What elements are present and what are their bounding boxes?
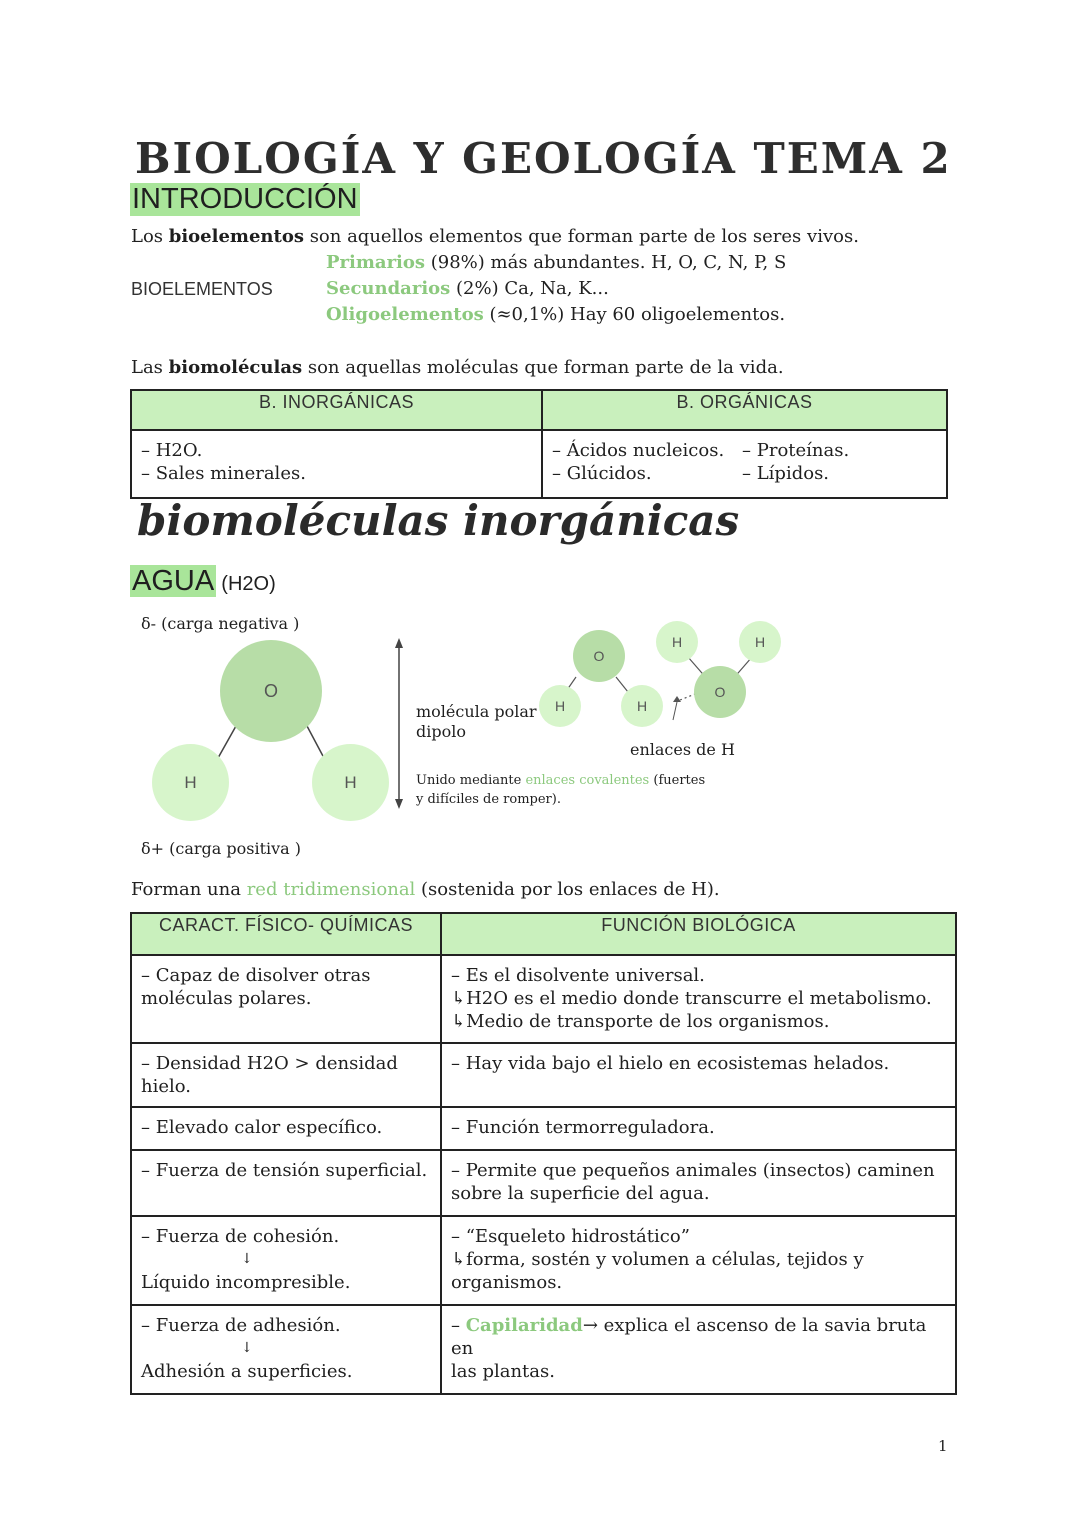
table-cell bbox=[441, 1043, 956, 1107]
text-fragment: (sostenida por los enlaces de H). bbox=[415, 879, 720, 900]
header-physicochemical: CARACT. FÍSICO- QUÍMICAS bbox=[131, 913, 441, 955]
list-item: – Lípidos. bbox=[742, 463, 830, 484]
table-cell bbox=[441, 1107, 956, 1150]
covalent-note bbox=[416, 771, 705, 809]
cell-line: – “Esqueleto hidrostático” bbox=[451, 1226, 690, 1247]
water-properties-table bbox=[130, 912, 957, 1395]
text-fragment: y difíciles de romper). bbox=[416, 792, 561, 807]
table-cell bbox=[131, 1150, 441, 1216]
hbond-pointer bbox=[673, 702, 677, 720]
inorganic-list bbox=[131, 430, 542, 498]
text-fragment: Forman una bbox=[131, 879, 247, 900]
network-sentence bbox=[131, 879, 720, 900]
red-tridimensional-term: red tridimensional bbox=[246, 879, 416, 900]
cell-line: – Densidad H2O > densidad hielo. bbox=[141, 1053, 398, 1097]
table-cell bbox=[131, 1107, 441, 1150]
list-item: – Glúcidos. bbox=[552, 463, 652, 484]
bond-line bbox=[218, 726, 236, 758]
cell-line: moléculas polares. bbox=[141, 988, 312, 1009]
bioelements-label: BIOELEMENTOS bbox=[131, 279, 273, 299]
cell-line: ↳Medio de transporte de los organismos. bbox=[451, 1011, 830, 1032]
list-item: – Sales minerales. bbox=[141, 463, 306, 484]
table-cell bbox=[441, 1150, 956, 1216]
text-fragment: son aquellos elementos que forman parte de los seres vivos. bbox=[303, 226, 859, 247]
table-row bbox=[131, 955, 956, 1043]
page-title: BIOLOGÍA Y GEOLOGÍA TEMA 2 bbox=[135, 134, 952, 183]
agua-heading bbox=[130, 565, 276, 598]
dipole-text: dipolo bbox=[416, 722, 466, 741]
header-biological-function: FUNCIÓN BIOLÓGICA bbox=[441, 913, 956, 955]
table-cell bbox=[131, 1043, 441, 1107]
biomoleculas-term: biomoléculas bbox=[168, 357, 303, 378]
oxygen-atom: O bbox=[220, 640, 322, 742]
hydrogen-atom: H bbox=[621, 685, 663, 727]
secundarios-term: Secundarios bbox=[326, 278, 451, 299]
arrow-up-icon bbox=[673, 696, 681, 702]
primarios-term: Primarios bbox=[326, 252, 426, 273]
bioelement-primarios bbox=[326, 252, 786, 273]
cell-line: sobre la superficie del agua. bbox=[451, 1183, 710, 1204]
arrow-down-icon: ↓ bbox=[241, 1251, 253, 1267]
text-fragment: → explica el ascenso de la savia bruta en bbox=[451, 1315, 927, 1359]
intro-heading: INTRODUCCIÓN bbox=[132, 183, 358, 215]
cell-line: – Es el disolvente universal. bbox=[451, 965, 705, 986]
table-row bbox=[131, 1043, 956, 1107]
agua-formula: (H2O) bbox=[221, 573, 276, 595]
agua-title: AGUA bbox=[132, 565, 215, 597]
cell-line: – Capaz de disolver otras bbox=[141, 965, 371, 986]
bioelements-definition bbox=[131, 226, 859, 247]
table-row bbox=[131, 1216, 956, 1305]
cell-line: – Fuerza de cohesión. bbox=[141, 1226, 340, 1247]
text-fragment: son aquellas moléculas que forman parte de la vida. bbox=[302, 357, 784, 378]
table-cell bbox=[131, 955, 441, 1043]
primarios-text: (98%) más abundantes. H, O, C, N, P, S bbox=[425, 252, 787, 273]
hydrogen-atom: H bbox=[312, 744, 389, 821]
negative-charge-label: δ- (carga negativa ) bbox=[141, 614, 300, 633]
capilaridad-term: Capilaridad bbox=[465, 1315, 583, 1336]
section-title-inorganic: biomoléculas inorgánicas bbox=[137, 496, 740, 545]
text-fragment: Los bbox=[131, 226, 169, 247]
list-item: – Proteínas. bbox=[742, 440, 850, 461]
oligo-text: (≈0,1%) Hay 60 oligoelementos. bbox=[483, 304, 786, 325]
cell-line: Líquido incompresible. bbox=[141, 1272, 351, 1293]
hydrogen-atom: H bbox=[539, 685, 581, 727]
arrow-down-icon bbox=[395, 799, 403, 809]
biomolecules-definition bbox=[131, 357, 784, 378]
table-cell bbox=[131, 1305, 441, 1394]
positive-charge-label: δ+ (carga positiva ) bbox=[141, 839, 302, 858]
cell-line: – Fuerza de tensión superficial. bbox=[141, 1160, 428, 1181]
bioelement-oligo bbox=[326, 304, 785, 325]
table-cell bbox=[131, 1216, 441, 1305]
list-item: – H2O. bbox=[141, 440, 203, 461]
text-fragment: – bbox=[451, 1315, 466, 1336]
list-item: – Ácidos nucleicos. bbox=[552, 440, 725, 461]
cell-line: – Función termorreguladora. bbox=[451, 1117, 715, 1138]
bond-line bbox=[616, 677, 628, 692]
cell-line: – Elevado calor específico. bbox=[141, 1117, 383, 1138]
header-inorganicas: B. INORGÁNICAS bbox=[131, 390, 542, 430]
table-row bbox=[131, 1305, 956, 1394]
hydrogen-atom: H bbox=[739, 621, 781, 663]
biomolecules-table bbox=[130, 389, 948, 499]
hydrogen-atom: H bbox=[152, 744, 229, 821]
text-fragment: Las bbox=[131, 357, 169, 378]
cell-line: Adhesión a superficies. bbox=[141, 1361, 353, 1382]
cell-line: – Hay vida bajo el hielo en ecosistemas helados. bbox=[451, 1053, 890, 1074]
table-cell bbox=[441, 1305, 956, 1394]
page-number: 1 bbox=[938, 1437, 948, 1455]
cell-line: ↳forma, sostén y volumen a células, tejidos y bbox=[451, 1249, 864, 1270]
covalent-term: enlaces covalentes bbox=[525, 773, 650, 788]
hbond-label: enlaces de H bbox=[630, 740, 735, 759]
cell-line: las plantas. bbox=[451, 1361, 555, 1382]
bond-line bbox=[307, 726, 324, 758]
oxygen-atom: O bbox=[573, 630, 625, 682]
table-row bbox=[131, 1107, 956, 1150]
header-organicas: B. ORGÁNICAS bbox=[542, 390, 947, 430]
polar-text: molécula polar bbox=[416, 702, 537, 721]
text-fragment: (fuertes bbox=[649, 773, 706, 788]
table-cell bbox=[441, 1216, 956, 1305]
cell-line: – Fuerza de adhesión. bbox=[141, 1315, 341, 1336]
cell-line: – Permite que pequeños animales (insectos) caminen bbox=[451, 1160, 935, 1181]
hydrogen-atom: H bbox=[656, 621, 698, 663]
oligo-term: Oligoelementos bbox=[326, 304, 484, 325]
arrow-up-icon bbox=[395, 638, 403, 648]
text-fragment: Unido mediante bbox=[416, 773, 526, 788]
table-cell bbox=[441, 955, 956, 1043]
organic-list bbox=[542, 430, 947, 498]
bioelement-secundarios bbox=[326, 278, 609, 299]
table-row bbox=[131, 1150, 956, 1216]
polar-molecule-label bbox=[416, 702, 537, 742]
cell-line: organismos. bbox=[451, 1272, 563, 1293]
oxygen-atom: O bbox=[694, 666, 746, 718]
secundarios-text: (2%) Ca, Na, K... bbox=[450, 278, 609, 299]
cell-line: ↳H2O es el medio donde transcurre el metabolismo. bbox=[451, 988, 932, 1009]
bioelementos-term: bioelementos bbox=[168, 226, 304, 247]
arrow-down-icon: ↓ bbox=[241, 1340, 253, 1356]
